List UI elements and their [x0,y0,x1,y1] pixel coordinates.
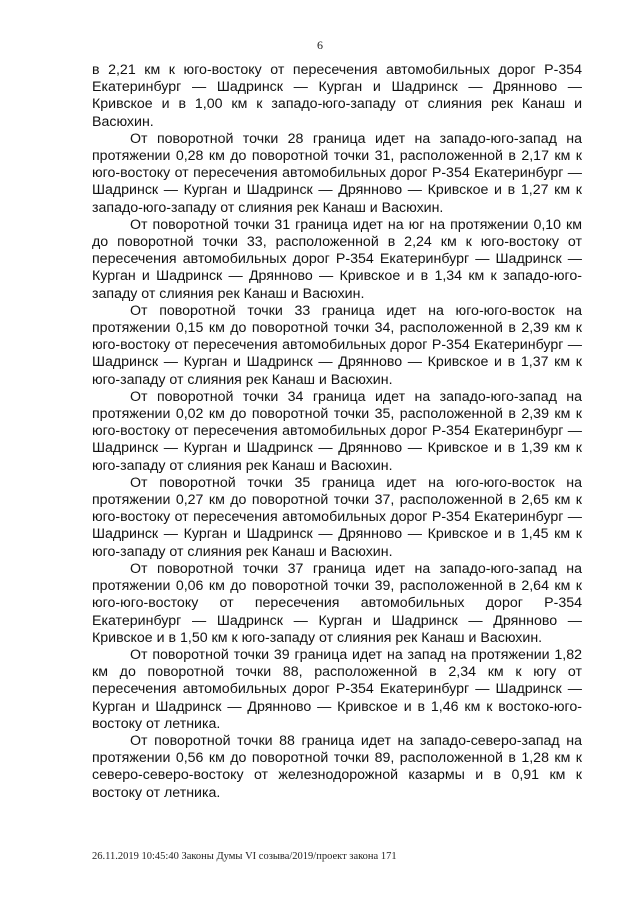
paragraph-point-28: От поворотной точки 28 граница идет на западо-юго-запад на протяжении 0,28 км до поворотной точки 31, расположенной в 2,17 км к юго-востоку от пересечения автомобильных дорог Р-354 Екатеринбург — Шадринск — Курган и Шадринск — Дрянново — Кривское и в 1,27 км к западо-юго-западу от слияния рек Канаш и Васюхин. [92,130,582,216]
document-body [92,62,582,802]
paragraph-continuation: в 2,21 км к юго-востоку от пересечения автомобильных дорог Р-354 Екатеринбург — Шадринск — Курган и Шадринск — Дрянново — Кривское и в 1,00 км к западо-юго-западу от слияния рек Канаш и Васюхин. [92,62,582,130]
paragraph-point-33: От поворотной точки 33 граница идет на юго-юго-восток на протяжении 0,15 км до поворотной точки 34, расположенной в 2,39 км к юго-востоку от пересечения автомобильных дорог Р-354 Екатеринбург — Шадринск — Курган и Шадринск — Дрянново — Кривское и в 1,37 км к юго-западу от слияния рек Канаш и Васюхин. [92,302,582,388]
page-number: 6 [317,38,323,52]
document-footer: 26.11.2019 10:45:40 Законы Думы VI созыва/2019/проект закона 171 [92,851,397,862]
paragraph-point-34: От поворотной точки 34 граница идет на западо-юго-запад на протяжении 0,02 км до поворотной точки 35, расположенной в 2,39 км к юго-востоку от пересечения автомобильных дорог Р-354 Екатеринбург — Шадринск — Курган и Шадринск — Дрянново — Кривское и в 1,39 км к юго-западу от слияния рек Канаш и Васюхин. [92,388,582,474]
paragraph-point-35: От поворотной точки 35 граница идет на юго-юго-восток на протяжении 0,27 км до поворотной точки 37, расположенной в 2,65 км к юго-востоку от пересечения автомобильных дорог Р-354 Екатеринбург — Шадринск — Курган и Шадринск — Дрянново — Кривское и в 1,45 км к юго-западу от слияния рек Канаш и Васюхин. [92,474,582,560]
paragraph-point-37: От поворотной точки 37 граница идет на западо-юго-запад на протяжении 0,06 км до поворотной точки 39, расположенной в 2,64 км к юго-юго-востоку от пересечения автомобильных дорог Р-354 Екатеринбург — Шадринск — Курган и Шадринск — Дрянново — Кривское и в 1,50 км к юго-западу от слияния рек Канаш и Васюхин. [92,560,582,646]
paragraph-point-39: От поворотной точки 39 граница идет на запад на протяжении 1,82 км до поворотной точки 88, расположенной в 2,34 км к югу от пересечения автомобильных дорог Р-354 Екатеринбург — Шадринск — Курган и Шадринск — Дрянново — Кривское и в 1,46 км к востоко-юго-востоку от летника. [92,646,582,732]
paragraph-point-31: От поворотной точки 31 граница идет на юг на протяжении 0,10 км до поворотной точки 33, расположенной в 2,24 км к юго-востоку от пересечения автомобильных дорог Р-354 Екатеринбург — Шадринск — Курган и Шадринск — Дрянново — Кривское и в 1,34 км к западо-юго-западу от слияния рек Канаш и Васюхин. [92,216,582,302]
paragraph-point-88: От поворотной точки 88 граница идет на западо-северо-запад на протяжении 0,56 км до поворотной точки 89, расположенной в 1,28 км к северо-северо-востоку от железнодорожной казармы и в 0,91 км к востоку от летника. [92,732,582,801]
